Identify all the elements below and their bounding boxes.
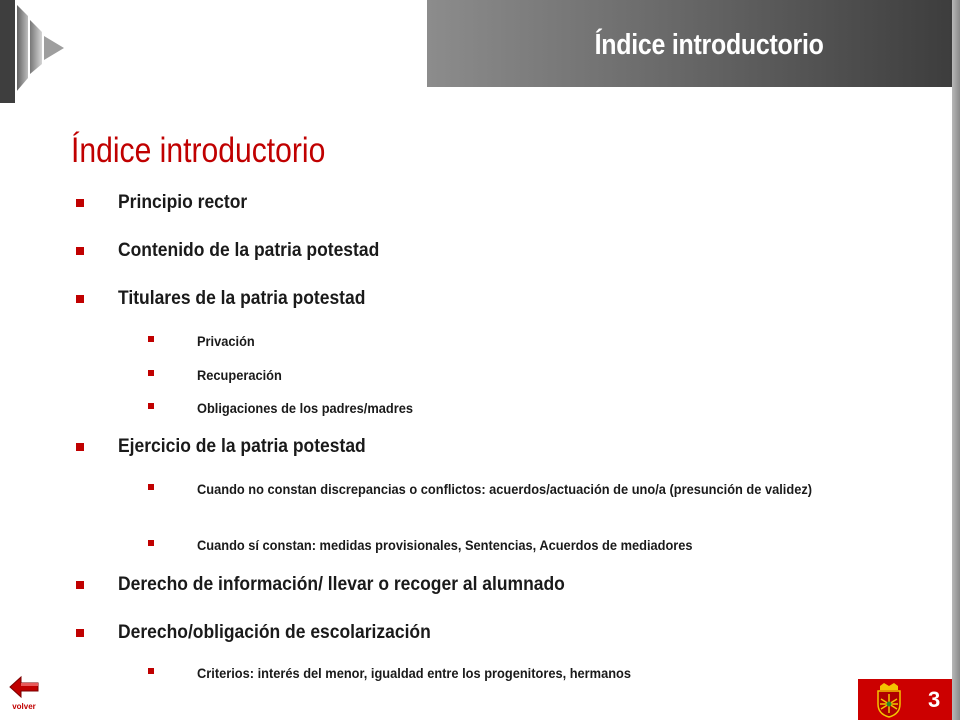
outline-subitem-text: Obligaciones de los padres/madres <box>197 401 413 416</box>
outline-item <box>76 240 402 262</box>
outline-item <box>76 288 387 310</box>
outline-item-text: Ejercicio de la patria potestad <box>118 436 366 457</box>
page-number-badge <box>858 679 952 720</box>
square-bullet-icon <box>148 370 154 376</box>
outline-item-text: Principio rector <box>118 192 248 213</box>
outline-item-text: Derecho/obligación de escolarización <box>118 622 431 643</box>
outline-subitem-text: Privación <box>197 334 255 349</box>
outline-item <box>76 622 458 644</box>
square-bullet-icon <box>148 336 154 342</box>
outline-subitem-text: Cuando sí constan: medidas provisionales, Sentencias, Acuerdos de mediadores <box>197 538 693 553</box>
header-title: Índice introductorio <box>594 29 825 61</box>
square-bullet-icon <box>148 668 154 674</box>
square-bullet-icon <box>76 295 84 303</box>
square-bullet-icon <box>148 484 154 490</box>
outline-item-text: Contenido de la patria potestad <box>118 240 380 261</box>
outline-item-text: Titulares de la patria potestad <box>118 288 366 309</box>
square-bullet-icon <box>76 443 84 451</box>
outline-subitem <box>148 331 898 352</box>
outline-subitem <box>148 535 898 556</box>
outline-subitem <box>148 663 898 684</box>
square-bullet-icon <box>148 403 154 409</box>
back-label: volver <box>12 702 36 711</box>
arrow-left-icon <box>8 674 40 700</box>
square-bullet-icon <box>76 629 84 637</box>
outline-subitem-text: Criterios: interés del menor, igualdad entre los progenitores, hermanos <box>197 666 632 681</box>
navarra-crest-icon <box>874 682 904 718</box>
square-bullet-icon <box>76 581 84 589</box>
outline-subitem <box>148 365 898 386</box>
outline-subitem-text: Cuando no constan discrepancias o conflictos: acuerdos/actuación de uno/a (presunción de validez) <box>197 482 813 497</box>
outline-subitem-text: Recuperación <box>197 368 282 383</box>
outline-item <box>76 192 258 214</box>
back-button[interactable] <box>8 674 40 714</box>
outline-item-text: Derecho de información/ llevar o recoger al alumnado <box>118 574 565 595</box>
page-number: 3 <box>928 686 941 712</box>
square-bullet-icon <box>76 247 84 255</box>
square-bullet-icon <box>148 540 154 546</box>
outline-item <box>76 574 604 596</box>
outline-subitem <box>148 398 898 419</box>
square-bullet-icon <box>76 199 84 207</box>
outline-item <box>76 436 387 458</box>
slide-title: Índice introductorio <box>71 131 326 170</box>
outline-subitem <box>148 479 898 500</box>
